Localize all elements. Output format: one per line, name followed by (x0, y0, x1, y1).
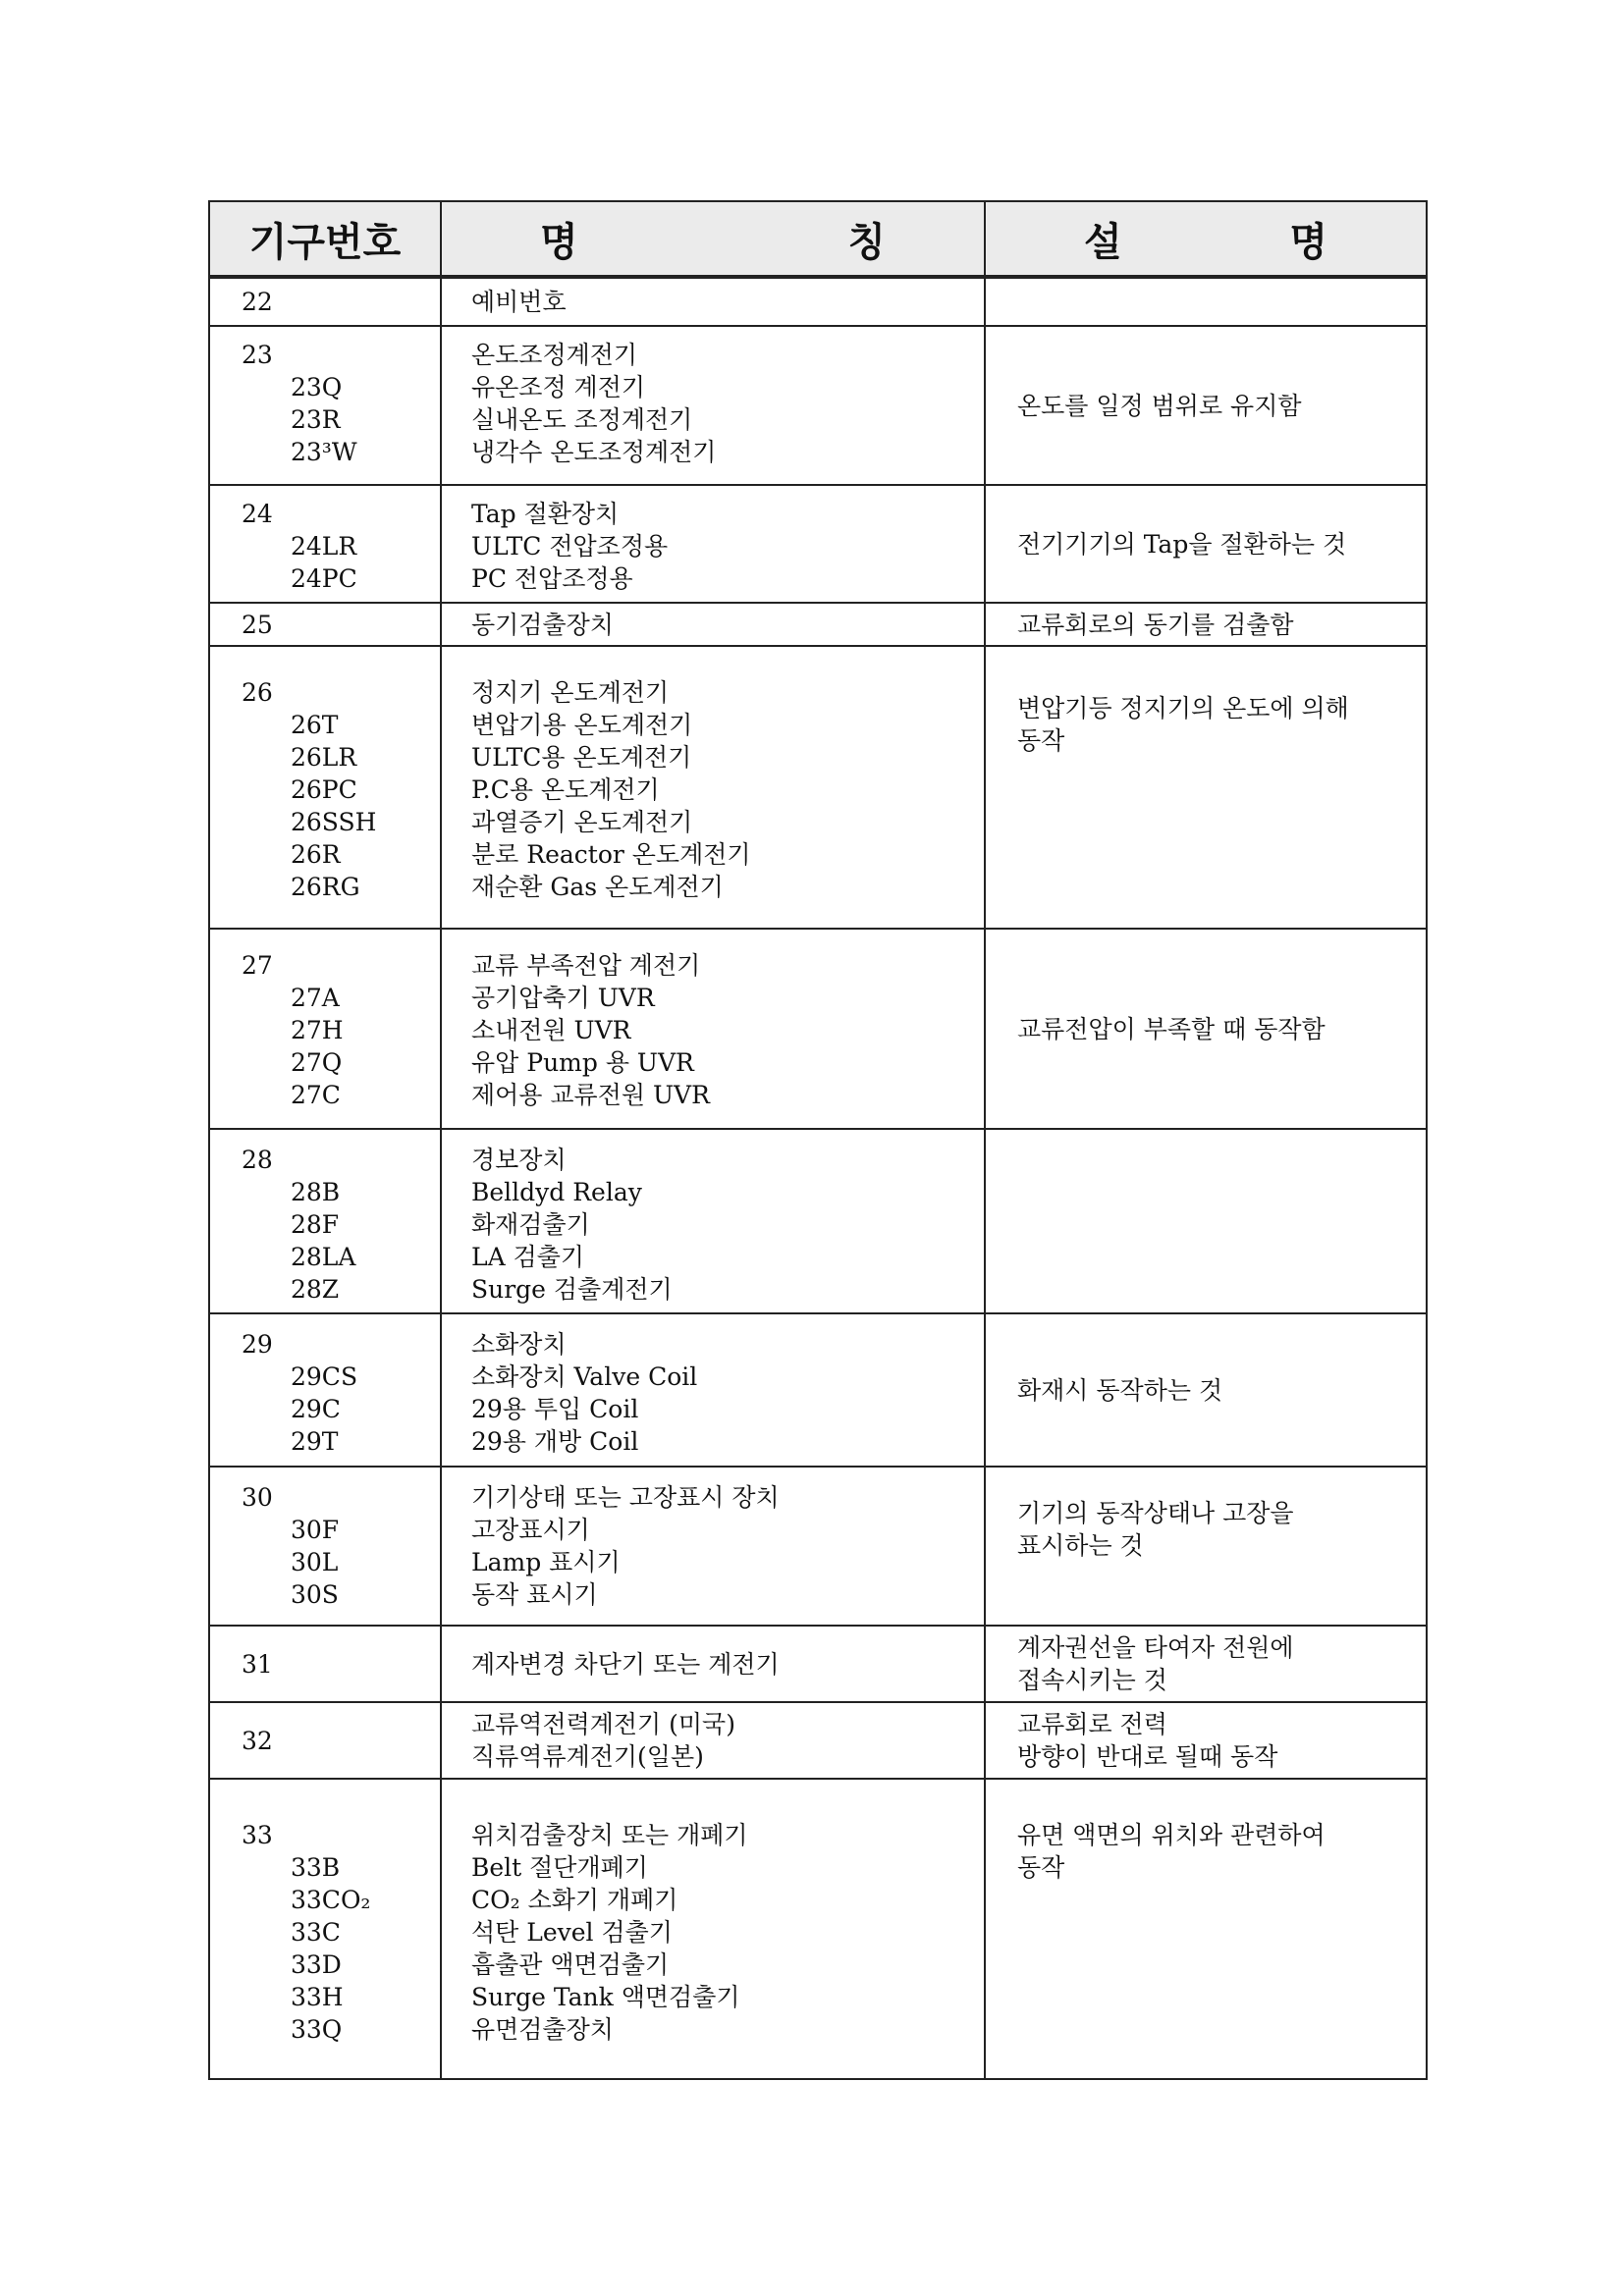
table-row (209, 1129, 1427, 1313)
device-number-table (208, 200, 1428, 2080)
description-cell (985, 646, 1427, 929)
device-number-cell (209, 1779, 441, 2079)
header-row (209, 201, 1427, 277)
device-name: 위치검출장치 또는 개폐기 (471, 1821, 748, 1849)
sub-device-number: 33Q (291, 2015, 343, 2044)
sub-device-number: 33B (291, 1853, 341, 1882)
device-number: 32 (242, 1726, 273, 1755)
table-row (209, 1467, 1427, 1626)
name-cell (441, 326, 985, 485)
table-row (209, 603, 1427, 646)
table-row (209, 1626, 1427, 1702)
sub-device-number: 26R (291, 840, 341, 869)
device-number: 29 (242, 1330, 273, 1359)
sub-device-number: 26LR (291, 743, 357, 772)
name-cell (441, 1626, 985, 1702)
device-name: 소내전원 UVR (471, 1016, 631, 1044)
sub-device-number: 23R (291, 405, 341, 434)
description-cell (985, 1779, 1427, 2079)
device-name: 실내온도 조정계전기 (471, 405, 693, 434)
device-name: 29용 개방 Coil (471, 1427, 639, 1456)
name-cell (441, 603, 985, 646)
device-number: 27 (242, 951, 273, 980)
device-name: 재순환 Gas 온도계전기 (471, 873, 724, 901)
description-cell (985, 326, 1427, 485)
device-number-cell (209, 1626, 441, 1702)
device-name: 유압 Pump 용 UVR (471, 1048, 694, 1077)
device-name: 유면검출장치 (471, 2015, 614, 2044)
description-cell (985, 1702, 1427, 1779)
description-text: 변압기등 정지기의 온도에 의해 (1017, 694, 1349, 722)
sub-device-number: 28Z (291, 1275, 340, 1304)
header-description: 설 명 (985, 201, 1427, 277)
description-cell (985, 1129, 1427, 1313)
name-cell (441, 277, 985, 326)
description-cell (985, 485, 1427, 603)
sub-device-number: 24PC (291, 564, 357, 593)
device-name: Lamp 표시기 (471, 1548, 621, 1576)
description-text: 전기기기의 Tap을 절환하는 것 (1017, 529, 1347, 559)
sub-device-number: 27Q (291, 1048, 343, 1077)
device-number: 30 (242, 1483, 273, 1512)
device-name: 동기검출장치 (471, 610, 614, 639)
description-cell (985, 1313, 1427, 1467)
sub-device-number: 27A (291, 984, 340, 1012)
table-row (209, 929, 1427, 1129)
device-name: P.C용 온도계전기 (471, 775, 660, 804)
name-cell (441, 1467, 985, 1626)
device-name: 직류역류계전기(일본) (471, 1742, 704, 1771)
name-cell (441, 1779, 985, 2079)
description-text: 방향이 반대로 될때 동작 (1017, 1742, 1278, 1771)
description-text: 화재시 동작하는 것 (1017, 1375, 1223, 1405)
sub-device-number: 29CS (291, 1362, 358, 1391)
sub-device-number: 23³W (291, 438, 357, 466)
description-cell (985, 1467, 1427, 1626)
device-number-cell (209, 929, 441, 1129)
description-text: 동작 (1017, 1853, 1065, 1882)
device-number-cell (209, 485, 441, 603)
header-name: 명 칭 (441, 201, 985, 277)
device-number: 24 (242, 500, 273, 528)
device-number: 33 (242, 1821, 273, 1849)
description-text: 기기의 동작상태나 고장을 (1017, 1499, 1294, 1527)
device-name: Belt 절단개폐기 (471, 1853, 648, 1882)
device-number: 22 (242, 288, 273, 316)
device-name: 화재검출기 (471, 1210, 590, 1239)
description-text: 온도를 일정 범위로 유지함 (1017, 391, 1302, 420)
sub-device-number: 28LA (291, 1243, 356, 1271)
device-name: ULTC용 온도계전기 (471, 743, 692, 772)
device-name: 교류 부족전압 계전기 (471, 951, 701, 980)
device-name: Surge Tank 액면검출기 (471, 1983, 740, 2011)
sub-device-number: 29C (291, 1395, 341, 1423)
device-name: CO₂ 소화기 개폐기 (471, 1886, 678, 1914)
sub-device-number: 30F (291, 1516, 340, 1544)
device-name: Belldyd Relay (471, 1178, 642, 1206)
sub-device-number: 28B (291, 1178, 341, 1206)
device-name: 소화장치 (471, 1330, 567, 1359)
sub-device-number: 33CO₂ (291, 1886, 371, 1914)
description-text: 계자권선을 타여자 전원에 (1017, 1633, 1294, 1662)
sub-device-number: 27C (291, 1081, 341, 1109)
sub-device-number: 26SSH (291, 808, 377, 836)
device-name: LA 검출기 (471, 1243, 585, 1271)
sub-device-number: 28F (291, 1210, 340, 1239)
device-name: 공기압축기 UVR (471, 984, 655, 1012)
device-number: 31 (242, 1649, 273, 1679)
description-cell (985, 603, 1427, 646)
device-name: 경보장치 (471, 1146, 567, 1174)
device-name: PC 전압조정용 (471, 564, 633, 593)
description-cell (985, 929, 1427, 1129)
description-text: 교류회로의 동기를 검출함 (1017, 610, 1294, 639)
device-number-cell (209, 1702, 441, 1779)
name-cell (441, 1129, 985, 1313)
device-name: 제어용 교류전원 UVR (471, 1081, 710, 1109)
device-name: 교류역전력계전기 (미국) (471, 1710, 735, 1738)
name-cell (441, 1702, 985, 1779)
device-number-cell (209, 603, 441, 646)
device-name: 유온조정 계전기 (471, 373, 645, 401)
name-cell (441, 646, 985, 929)
sub-device-number: 33D (291, 1950, 342, 1979)
device-number-cell (209, 277, 441, 326)
device-name: Tap 절환장치 (471, 500, 620, 528)
device-name: 고장표시기 (471, 1516, 590, 1544)
description-text: 접속시키는 것 (1017, 1666, 1167, 1694)
device-number: 25 (242, 610, 273, 639)
description-cell (985, 1626, 1427, 1702)
description-text: 동작 (1017, 726, 1065, 755)
name-cell (441, 485, 985, 603)
device-name: 동작 표시기 (471, 1580, 598, 1609)
device-number-cell (209, 646, 441, 929)
description-text: 교류회로 전력 (1017, 1710, 1167, 1738)
device-number: 26 (242, 678, 273, 707)
device-name: Surge 검출계전기 (471, 1275, 673, 1304)
table-row (209, 646, 1427, 929)
device-number-cell (209, 1129, 441, 1313)
device-name: 석탄 Level 검출기 (471, 1918, 673, 1947)
device-name: 흡출관 액면검출기 (471, 1950, 670, 1979)
description-cell (985, 277, 1427, 326)
device-name: 분로 Reactor 온도계전기 (471, 840, 751, 869)
sub-device-number: 26PC (291, 775, 357, 804)
sub-device-number: 33H (291, 1983, 344, 2011)
device-name: 정지기 온도계전기 (471, 678, 670, 707)
table-row (209, 1779, 1427, 2079)
device-name: 냉각수 온도조정계전기 (471, 438, 717, 466)
sub-device-number: 26T (291, 711, 339, 739)
sub-device-number: 23Q (291, 373, 343, 401)
device-number-cell (209, 326, 441, 485)
table-row (209, 1702, 1427, 1779)
device-name: 온도조정계전기 (471, 341, 638, 369)
sub-device-number: 29T (291, 1427, 339, 1456)
device-number-cell (209, 1467, 441, 1626)
device-name: ULTC 전압조정용 (471, 532, 669, 561)
table-row (209, 326, 1427, 485)
sub-device-number: 30L (291, 1548, 339, 1576)
header-device-number: 기구번호 (209, 201, 441, 277)
device-name: 기기상태 또는 고장표시 장치 (471, 1483, 780, 1512)
device-name: 계자변경 차단기 또는 계전기 (471, 1649, 780, 1679)
table-row (209, 277, 1427, 326)
device-name: 29용 투입 Coil (471, 1395, 639, 1423)
device-name: 과열증기 온도계전기 (471, 808, 693, 836)
table-row (209, 1313, 1427, 1467)
device-name: 변압기용 온도계전기 (471, 711, 693, 739)
device-number: 28 (242, 1146, 273, 1174)
sub-device-number: 33C (291, 1918, 341, 1947)
description-text: 표시하는 것 (1017, 1531, 1144, 1560)
description-text: 유면 액면의 위치와 관련하여 (1017, 1821, 1326, 1849)
device-name: 소화장치 Valve Coil (471, 1362, 698, 1391)
device-number: 23 (242, 341, 273, 369)
name-cell (441, 929, 985, 1129)
sub-device-number: 24LR (291, 532, 357, 561)
sub-device-number: 27H (291, 1016, 344, 1044)
device-number-cell (209, 1313, 441, 1467)
name-cell (441, 1313, 985, 1467)
sub-device-number: 26RG (291, 873, 360, 901)
table-row (209, 485, 1427, 603)
sub-device-number: 30S (291, 1580, 339, 1609)
device-name: 예비번호 (471, 288, 567, 316)
description-text: 교류전압이 부족할 때 동작함 (1017, 1014, 1326, 1043)
